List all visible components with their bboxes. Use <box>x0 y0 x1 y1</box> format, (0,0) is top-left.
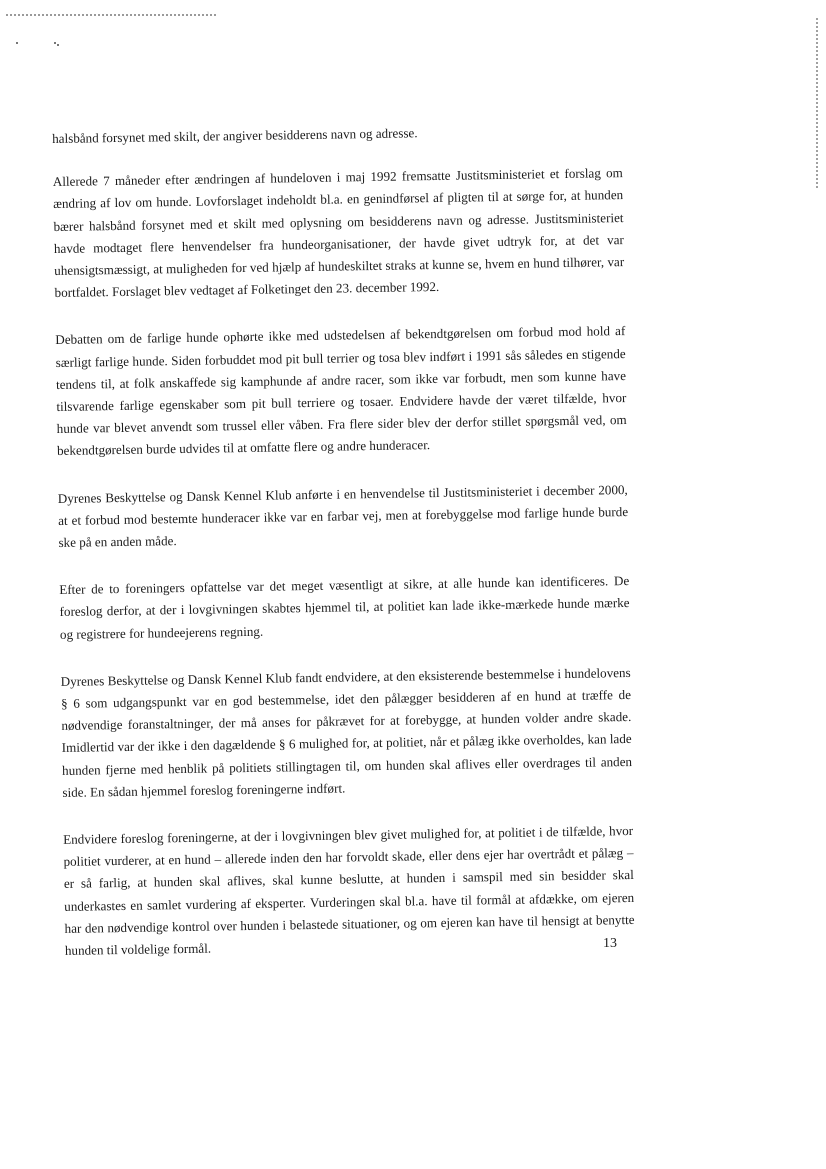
paragraph-hundelovens-6: Dyrenes Beskyttelse og Dansk Kennel Klub fandt endvidere, at den eksisterende bestemmelse i hundelovens § 6 som udgangspunkt var en god bestemmelse, idet den pålægger besidderen af en hund at træffe de nødvendige foranstaltninger, der må anses for påkrævet for at forebygge, at hunden volder andre skade. Imidlertid var der ikke i den dagældende § 6 mulighed for, at politiet, når et pålæg ikke overholdes, kan lade hunden fjerne med henblik på politiets stillingtagen til, om hunden skal aflives eller overdrages til anden side. En sådan hjemmel foreslog foreningerne indført. <box>60 664 633 800</box>
scan-artifact-right-line <box>816 18 818 188</box>
paragraph-identifikation: Efter de to foreningers opfattelse var det meget væsentligt at sikre, at alle hunde kan identificeres. De foreslog derfor, at der i lovgivningen skabtes hjemmel til, at politiet kan lade ikke-mærkede hunde mærke og registrere for hundeejerens regning. <box>59 573 630 642</box>
document-body <box>52 119 635 987</box>
paragraph-continued: halsbånd forsynet med skilt, der angiver besidderens navn og adresse. <box>52 125 418 146</box>
paragraph-ekspertvurdering: Endvidere foreslog foreningerne, at der i lovgivningen blev givet mulighed for, at politiet i de tilfælde, hvor politiet vurderer, at en hund – allerede inden den har forvoldt skade, eller dens ejer har overtrådt et pålæg – er så farlig, at hunden skal aflives, skal kunne beslutte, at hunden i samspil med sin besidder skal underkastes en samlet vurdering af eksperter. Vurderingen skal bl.a. have til formål at afdække, om ejeren har den nødvendige kontrol over hunden i belastede situationer, og om ejeren kan have til hensigt at benytte hunden til voldelige formål. <box>63 823 635 958</box>
paragraph-lovforslag-1992: Allerede 7 måneder efter ændringen af hundeloven i maj 1992 fremsatte Justitsministeriet et forslag om ændring af lov om hunde. Lovforslaget indeholdt bl.a. en genindførsel af pligten til at sørge for, at hunden bærer halsbånd forsynet med et skilt med oplysning om besidderens navn og adresse. Justitsministeriet havde modtaget flere henvendelser fra hundeorganisationer, der havde givet udtryk for, at det var uhensigtsmæssigt, at muligheden for ved hjælp af hundeskiltet straks at kunne se, hvem en hund tilhører, var bortfaldet. Forslaget blev vedtaget af Folketinget den 23. december 1992. <box>52 165 625 301</box>
paragraph-henvendelse-2000: Dyrenes Beskyttelse og Dansk Kennel Klub anførte i en henvendelse til Justitsministeriet i december 2000, at et forbud mod bestemte hunderacer ikke var en farbar vej, men at forebyggelse mod farlige hunde burde ske på en anden måde. <box>57 481 629 550</box>
paragraph-debatten: Debatten om de farlige hunde ophørte ikke med udstedelsen af bekendtgørelsen om forbud mod hold af særligt farlige hunde. Siden forbuddet mod pit bull terrier og tosa blev indført i 1991 sås således en stigende tendens til, at folk anskaffede sig kamphunde af andre racer, som ikke var forbudt, men som kunne have tilsvarende farlige egenskaber som pit bull terriere og tosaer. Endvidere havde der været tilfælde, hvor hunde var blevet anvendt som trussel eller våben. Fra flere sider blev der derfor stillet spørgsmål ved, om bekendtgørelsen burde udvides til at omfatte flere og andre hunderacer. <box>55 323 627 459</box>
page-number: 13 <box>603 936 617 951</box>
scan-artifact-top-line <box>6 14 216 16</box>
scan-artifact-specks <box>16 42 76 50</box>
